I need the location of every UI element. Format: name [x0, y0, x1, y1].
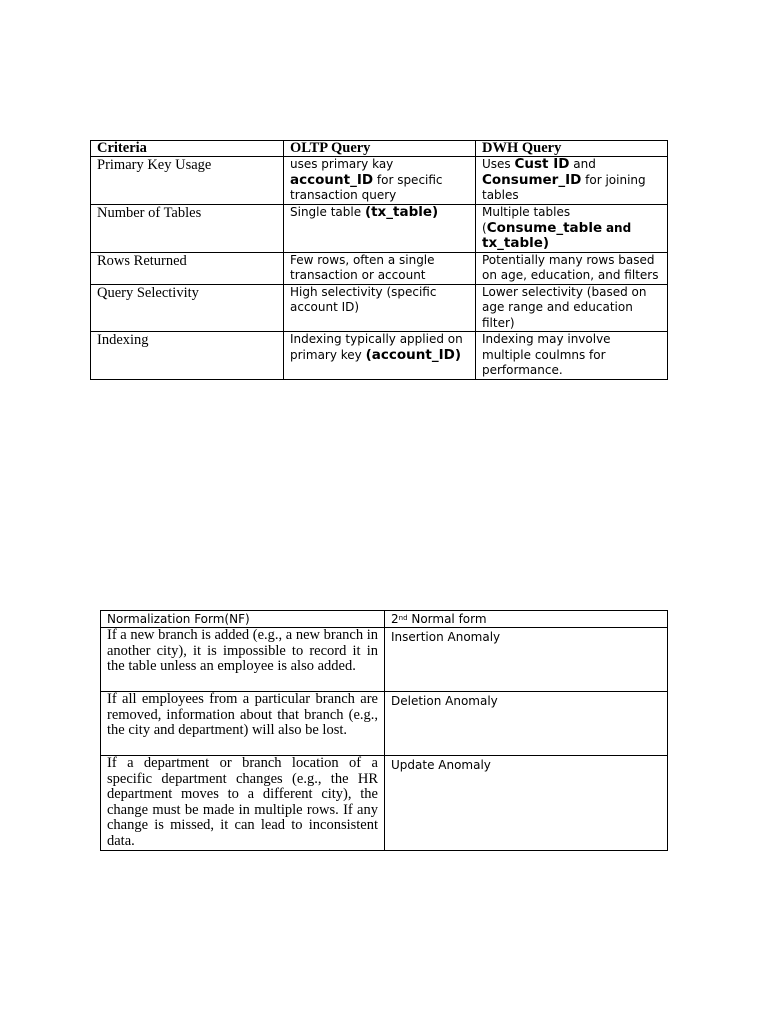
anomaly-type-cell: Update Anomaly	[385, 756, 668, 851]
ordinal-superscript: nd	[398, 614, 408, 622]
oltp-cell: High selectivity (specific account ID)	[284, 284, 476, 332]
cell-bold-text: tx_table)	[482, 235, 550, 251]
normalization-anomaly-table	[100, 610, 668, 851]
anomaly-type-cell: Insertion Anomaly	[385, 628, 668, 692]
header-oltp-query: OLTP Query	[284, 141, 476, 157]
criteria-cell: Indexing	[91, 332, 284, 380]
criteria-cell: Number of Tables	[91, 205, 284, 253]
oltp-cell: Few rows, often a single transaction or account	[284, 252, 476, 284]
cell-bold-text: Consumer_ID	[482, 171, 582, 188]
table-row	[91, 332, 668, 380]
table-row	[91, 157, 668, 205]
cell-text: for specific transaction query	[290, 172, 443, 202]
criteria-cell: Primary Key Usage	[91, 157, 284, 205]
oltp-cell	[284, 157, 476, 205]
oltp-dwh-comparison-table	[90, 140, 668, 380]
header-criteria: Criteria	[91, 141, 284, 157]
header-text: Normal form	[407, 612, 487, 626]
cell-bold-text: (tx_table)	[364, 204, 439, 220]
dwh-cell: Potentially many rows based on age, education, and filters	[476, 252, 668, 284]
oltp-cell	[284, 205, 476, 253]
cell-text: and	[573, 157, 596, 171]
table-row	[91, 252, 668, 284]
table-row	[91, 284, 668, 332]
header-normal-form	[385, 611, 668, 628]
dwh-cell: Lower selectivity (based on age range and education filter)	[476, 284, 668, 332]
dwh-cell	[476, 157, 668, 205]
header-dwh-query: DWH Query	[476, 141, 668, 157]
table-row	[101, 692, 668, 756]
cell-text: uses primary kay	[290, 157, 394, 171]
cell-text: for joining tables	[482, 172, 646, 202]
cell-bold-text: account_ID	[290, 171, 374, 188]
cell-text: Multiple tables (	[482, 205, 571, 235]
table-header-row	[101, 611, 668, 628]
anomaly-description-cell: If a new branch is added (e.g., a new branch in another city), it is impossible to record it in the table unless an employee is also added.	[101, 628, 385, 692]
table-row	[91, 205, 668, 253]
anomaly-type-cell: Deletion Anomaly	[385, 692, 668, 756]
anomaly-description-cell: If a department or branch location of a specific department changes (e.g., the HR department moves to a different city), the change must be made in multiple rows. If any change is missed, it can lead to inconsistent data.	[101, 756, 385, 851]
cell-text: Indexing typically applied on primary key	[290, 332, 463, 362]
cell-bold-text: (account_ID)	[365, 346, 462, 363]
cell-text: Single table	[290, 205, 362, 219]
table-header-row	[91, 141, 668, 157]
criteria-cell: Rows Returned	[91, 252, 284, 284]
table-row	[101, 628, 668, 692]
cell-text: Uses	[482, 157, 511, 171]
cell-bold-text: Cust ID	[514, 156, 570, 172]
header-text: 2	[391, 612, 399, 626]
dwh-cell: Indexing may involve multiple coulmns for performance.	[476, 332, 668, 380]
dwh-cell	[476, 205, 668, 253]
criteria-cell: Query Selectivity	[91, 284, 284, 332]
cell-bold-text: Consume_table	[486, 219, 603, 236]
header-normalization-form: Normalization Form(NF)	[101, 611, 385, 628]
anomaly-description-cell: If all employees from a particular branch are removed, information about that branch (e.g., the city and department) will also be lost.	[101, 692, 385, 756]
table-row	[101, 756, 668, 851]
oltp-cell	[284, 332, 476, 380]
cell-bold-text: and	[605, 220, 632, 235]
